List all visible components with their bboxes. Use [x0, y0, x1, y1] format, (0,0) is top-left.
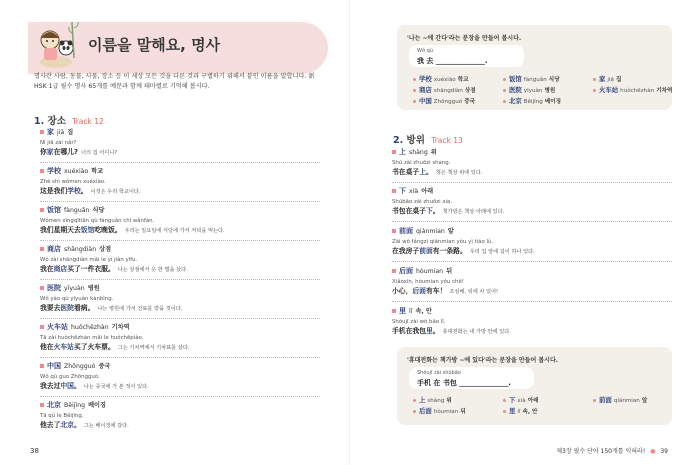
chapter-footer: 제3장 필수 단어 150개를 익혀라! — [556, 448, 646, 455]
mascot-illustration — [32, 18, 80, 70]
word-hanzi: 前面 — [399, 227, 413, 235]
example-pinyin: Xiǎoxīn, hòumian yǒu chē! — [392, 279, 464, 285]
example-translation: 나는 병원에 가서 진료를 받을 것이다. — [97, 306, 183, 312]
divider — [392, 221, 672, 222]
divider — [40, 162, 320, 163]
vocab-entry — [40, 322, 320, 358]
example-translation: 책은 책상 위에 있다. — [435, 170, 483, 176]
word-korean: 위 — [430, 149, 437, 156]
word-hanzi: 火车站 — [47, 323, 68, 331]
word-choice: 北京 Běijīng 베이징 — [503, 96, 561, 105]
divider — [392, 261, 672, 262]
example-pinyin: Wǒmen xīngqītiān qù fànguǎn chī wǎnfàn. — [40, 218, 155, 224]
example-translation: 너의 집 어디니? — [80, 150, 118, 156]
vocab-entry — [392, 306, 672, 337]
example-pinyin: Zài wǒ fángzi qiánmian yǒu yì tiáo lù. — [392, 239, 494, 245]
word-korean: 중국 — [98, 363, 111, 370]
word-choice: 学校 xuéxiào 학교 — [413, 74, 469, 83]
word-korean: 학교 — [91, 168, 104, 175]
track-label: Track 12 — [72, 117, 104, 126]
exercise-title: '휴대전화는 책가방 ~에 있다'라는 문장을 만들어 봅시다. — [407, 357, 559, 364]
word-pinyin: lǐ — [409, 308, 413, 315]
track-label: Track 13 — [431, 136, 463, 145]
word-korean: 뒤 — [446, 268, 453, 275]
example-sentence: 书包在桌子下。 책가방은 책상 아래에 있다. — [392, 207, 505, 215]
vocab-entry — [40, 361, 320, 397]
vocab-entry — [392, 266, 672, 302]
example-pinyin: Shū zài zhuōzi shang. — [392, 160, 451, 166]
exercise-box-2 — [397, 347, 672, 425]
word-pinyin: shāngdiàn — [64, 246, 97, 253]
word-hanzi: 后面 — [399, 267, 413, 275]
word-korean: 앞 — [447, 228, 454, 235]
exercise-pinyin: Wǒ qù — [417, 48, 433, 54]
word-korean: 베이징 — [88, 402, 106, 409]
example-sentence: 书在桌子上。 책은 책상 위에 있다. — [392, 168, 483, 176]
word-choice: 前面 qiánmian 앞 — [593, 395, 647, 404]
bullet-square-icon — [40, 286, 44, 290]
example-translation: 휴대전화는 내 가방 안에 있다. — [442, 329, 511, 335]
word-hanzi: 饭馆 — [47, 206, 61, 214]
exercise-sentence-card — [409, 45, 524, 67]
example-pinyin: Shǒujī zài wǒ bāo lǐ. — [392, 319, 446, 325]
bullet-square-icon — [392, 229, 396, 233]
word-pinyin: Zhōngguó — [64, 363, 96, 370]
page-title: 이름을 말해요, 명사 — [88, 36, 221, 54]
word-pinyin: Běijīng — [64, 402, 86, 409]
example-translation: 그는 기차역에서 기차표를 샀다. — [117, 345, 190, 351]
word-pinyin: xià — [409, 188, 419, 195]
word-hanzi: 学校 — [47, 167, 61, 175]
exercise-pinyin: Shǒujī zài shūbāo — [417, 370, 461, 376]
vocab-entry — [40, 244, 320, 280]
divider — [40, 240, 320, 241]
exercise-sentence-card — [409, 367, 534, 389]
bullet-square-icon — [392, 150, 396, 154]
vocab-entry — [392, 226, 672, 262]
example-translation: 이것은 우리 학교이다. — [90, 189, 141, 195]
example-pinyin: Wǒ qù guo Zhōngguó. — [40, 374, 100, 380]
footer-dot-icon: ● — [650, 448, 656, 455]
divider — [392, 182, 672, 183]
example-pinyin: Wǒ zài shāngdiàn mǎi le yí jiàn yīfu. — [40, 257, 138, 263]
word-pinyin: jiā — [57, 129, 65, 136]
section-label: 방위 — [406, 135, 425, 146]
example-sentence: 他去了北京。 그는 베이징에 갔다. — [40, 421, 129, 429]
divider — [40, 201, 320, 202]
word-choice: 里 lǐ 속, 안 — [503, 406, 537, 415]
example-translation: 책가방은 책상 아래에 있다. — [442, 209, 505, 215]
bullet-square-icon — [40, 325, 44, 329]
word-korean: 상점 — [99, 246, 112, 253]
word-choice: 医院 yīyuàn 병원 — [503, 85, 555, 94]
vocab-entry — [40, 166, 320, 202]
example-sentence: 我要去医院看病。 나는 병원에 가서 진료를 받을 것이다. — [40, 304, 183, 312]
page-number-right: 39 — [660, 448, 668, 455]
example-sentence: 我在商店买了一件衣服。 나는 상점에서 옷 한 벌을 샀다. — [40, 265, 188, 273]
example-sentence: 手机在我包里。 휴대전화는 내 가방 안에 있다. — [392, 327, 511, 335]
bullet-square-icon — [40, 364, 44, 368]
example-translation: 우리 집 앞에 길이 하나 있다. — [469, 249, 535, 255]
word-choice: 家 jiā 집 — [593, 74, 621, 83]
page-number-left: 38 — [30, 447, 39, 455]
word-hanzi: 里 — [399, 307, 406, 315]
example-translation: 그는 베이징에 갔다. — [83, 423, 129, 429]
divider — [392, 301, 672, 302]
word-hanzi: 商店 — [47, 245, 61, 253]
word-choice: 上 shàng 위 — [413, 395, 452, 404]
word-pinyin: fànguǎn — [64, 207, 90, 214]
word-hanzi: 医院 — [47, 284, 61, 292]
vocab-entry — [40, 205, 320, 241]
section-title-directions — [393, 132, 463, 146]
word-hanzi: 家 — [47, 128, 54, 136]
bullet-square-icon — [40, 169, 44, 173]
word-choice: 饭馆 fànguǎn 식당 — [503, 74, 560, 83]
bullet-square-icon — [40, 208, 44, 212]
example-translation: 나는 상점에서 옷 한 벌을 샀다. — [117, 267, 188, 273]
divider — [40, 396, 320, 397]
section-number: 1. — [34, 116, 45, 127]
example-translation: 우리는 일요일에 식당에 가서 저녁을 먹는다. — [124, 228, 225, 234]
word-hanzi: 下 — [399, 187, 406, 195]
word-korean: 아래 — [421, 188, 434, 195]
word-korean: 집 — [67, 129, 74, 136]
example-pinyin: Tā qù le Běijīng. — [40, 413, 84, 419]
word-choice: 商店 shāngdiàn 상점 — [413, 85, 476, 94]
section-number: 2. — [393, 135, 404, 146]
bullet-square-icon — [40, 247, 44, 251]
example-sentence: 小心，后面有车！ 조심해, 뒤에 차 있어! — [392, 287, 499, 295]
example-sentence: 在我房子前面有一条路。 우리 집 앞에 길이 하나 있다. — [392, 247, 535, 255]
word-choice: 中国 Zhōngguó 중국 — [413, 96, 475, 105]
word-choice: 后面 hòumian 뒤 — [413, 406, 466, 415]
word-pinyin: shàng — [409, 149, 428, 156]
bullet-square-icon — [40, 403, 44, 407]
example-pinyin: Tā zài huǒchēzhàn mǎi le huǒchēpiào. — [40, 335, 144, 341]
example-pinyin: Zhè shì wǒmen xuéxiào. — [40, 179, 106, 185]
word-pinyin: yīyuàn — [64, 285, 85, 292]
example-translation: 나는 중국에 가 본 적이 있다. — [83, 384, 149, 390]
divider — [40, 279, 320, 280]
section-label: 장소 — [47, 116, 66, 127]
word-choice: 下 xià 아래 — [503, 395, 539, 404]
exercise-title: '나는 ~에 간다'라는 문장을 만들어 봅시다. — [407, 35, 522, 42]
vocab-entry — [392, 147, 672, 183]
divider — [40, 318, 320, 319]
bullet-square-icon — [392, 309, 396, 313]
word-korean: 식당 — [92, 207, 105, 214]
exercise-sentence: 我 去 ______________. — [417, 57, 488, 65]
example-sentence: 这是我们学校。 이것은 우리 학교이다. — [40, 187, 141, 195]
example-pinyin: Nǐ jiā zài nǎr? — [40, 140, 77, 146]
word-hanzi: 北京 — [47, 401, 61, 409]
word-hanzi: 中国 — [47, 362, 61, 370]
example-sentence: 你家在哪儿? 너의 집 어디니? — [40, 148, 118, 156]
word-pinyin: huǒchēzhàn — [71, 324, 109, 331]
example-sentence: 我去过中国。 나는 중국에 가 본 적이 있다. — [40, 382, 149, 390]
intro-text: 명사란 사람, 동물, 사물, 장소 등 이 세상 모든 것을 다른 것과 구별하기 위해서 붙인 이름을 말합니다. 新 HSK 1급 필수 명사 65개를 예문과 함께 테마별로 기억해 봅시다. — [34, 73, 315, 90]
vocab-entry — [40, 127, 320, 163]
word-korean: 기차역 — [111, 324, 130, 331]
page-footer — [556, 446, 668, 455]
example-translation: 조심해, 뒤에 차 있어! — [449, 289, 499, 295]
divider — [40, 357, 320, 358]
vocab-entry — [392, 186, 672, 222]
example-pinyin: Shūbāo zài zhuōzi xia. — [392, 199, 453, 205]
word-korean: 속, 안 — [415, 308, 432, 315]
example-sentence: 他在火车站买了火车票。 그는 기차역에서 기차표를 샀다. — [40, 343, 190, 351]
word-hanzi: 上 — [399, 148, 406, 156]
word-pinyin: xuéxiào — [64, 168, 89, 175]
vocab-entry — [40, 400, 320, 431]
section-title-places — [34, 113, 104, 127]
exercise-box-1 — [397, 25, 672, 110]
example-sentence: 我们星期天去饭馆吃晚饭。 우리는 일요일에 식당에 가서 저녁을 먹는다. — [40, 226, 225, 234]
word-pinyin: qiánmian — [416, 228, 445, 235]
example-pinyin: Wǒ yào qù yīyuàn kànbìng. — [40, 296, 114, 302]
vocab-entry — [40, 283, 320, 319]
word-pinyin: hòumian — [416, 268, 444, 275]
bullet-square-icon — [392, 269, 396, 273]
word-korean: 병원 — [87, 285, 100, 292]
word-choice: 火车站 huǒchēzhàn 기차역 — [593, 85, 672, 94]
bullet-square-icon — [40, 130, 44, 134]
exercise-sentence: 手机 在 书包 ______________. — [417, 379, 511, 387]
bullet-square-icon — [392, 189, 396, 193]
